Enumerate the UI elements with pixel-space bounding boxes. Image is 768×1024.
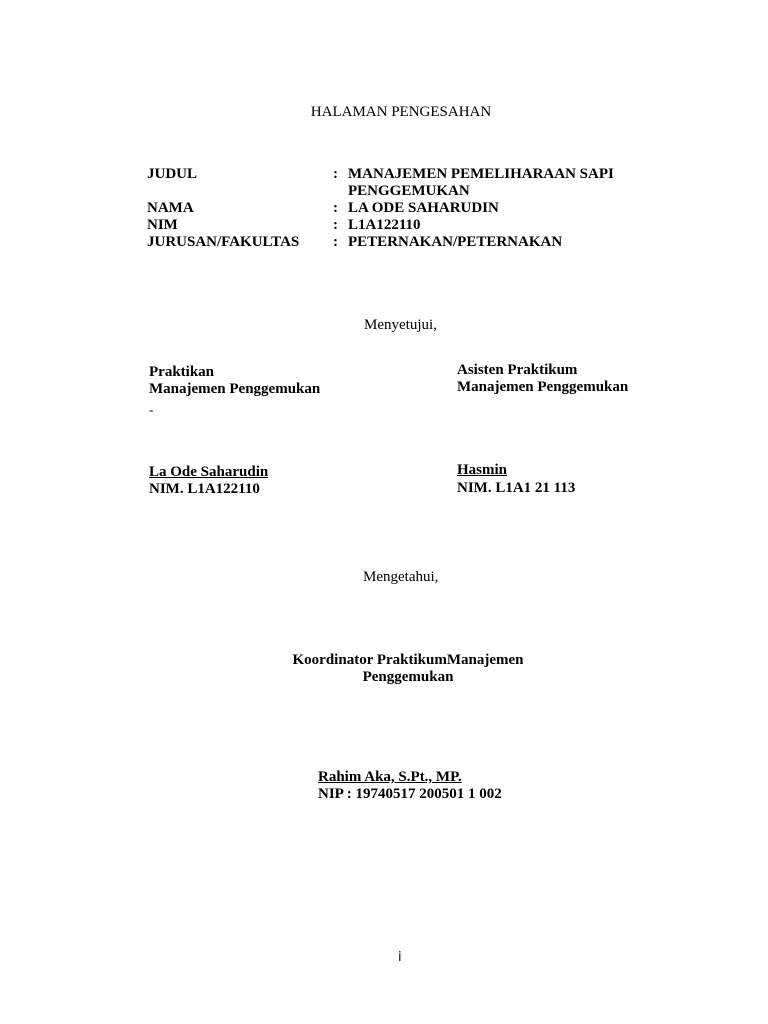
left-signer-course: Manajemen Penggemukan [149,381,321,397]
left-signer-role: Praktikan [149,364,215,380]
field-label-judul: JUDUL [147,166,198,182]
field-value-judul-line2: PENGGEMUKAN [348,183,470,199]
field-separator: : [333,217,338,233]
field-label-nim: NIM [147,217,178,233]
field-label-nama: NAMA [147,200,194,216]
field-value-nama: LA ODE SAHARUDIN [348,200,499,216]
page-title: HALAMAN PENGESAHAN [310,104,492,120]
acknowledge-heading: Mengetahui, [363,569,439,585]
coordinator-role-line1: Koordinator PraktikumManajemen [292,652,524,668]
page-number: i [398,950,402,965]
field-separator: : [333,234,338,250]
coordinator-name: Rahim Aka, S.Pt., MP. [318,769,462,785]
approval-heading: Menyetujui, [364,317,437,333]
field-value-judul: MANAJEMEN PEMELIHARAAN SAPI [348,166,614,182]
field-separator: : [333,200,338,216]
left-signer-dash: - [149,402,154,417]
left-signer-name: La Ode Saharudin [149,464,269,480]
field-separator: : [333,166,338,182]
right-signer-name: Hasmin [457,462,508,478]
right-signer-role: Asisten Praktikum [457,362,578,378]
coordinator-id: NIP : 19740517 200501 1 002 [318,786,502,802]
field-label-jurusan: JURUSAN/FAKULTAS [147,234,300,250]
field-value-jurusan: PETERNAKAN/PETERNAKAN [348,234,563,250]
right-signer-course: Manajemen Penggemukan [457,379,629,395]
right-signer-id: NIM. L1A1 21 113 [457,480,576,496]
field-value-nim: L1A122110 [348,217,421,233]
left-signer-id: NIM. L1A122110 [149,481,260,497]
coordinator-role-line2: Penggemukan [362,669,454,685]
